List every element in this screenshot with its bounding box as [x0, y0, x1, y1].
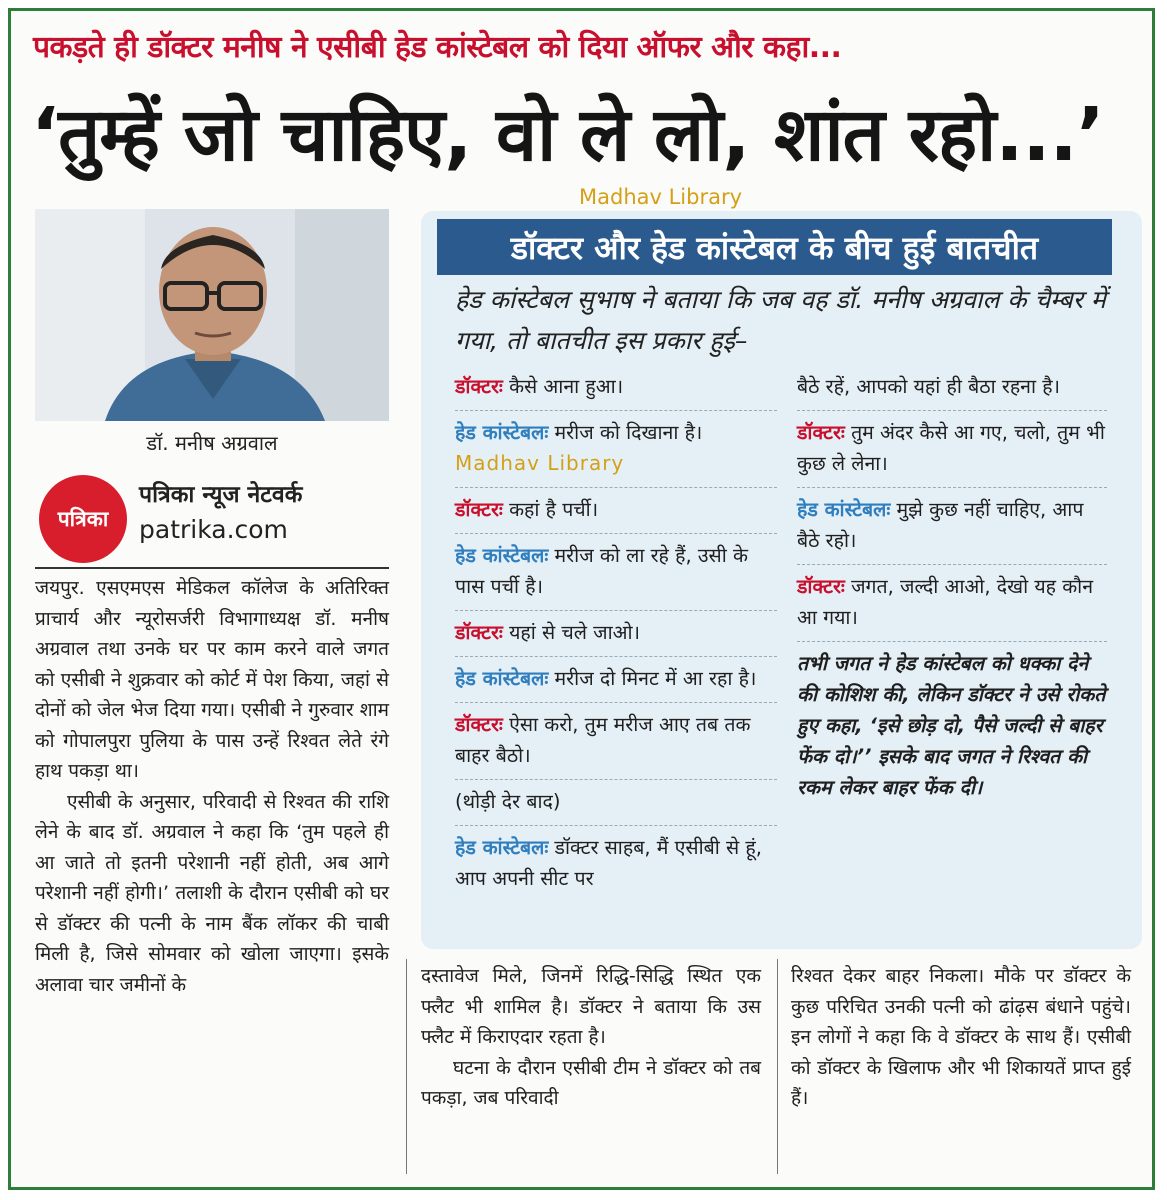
dialogue-line: कैसे आना हुआ। — [509, 375, 624, 398]
dialogue-turn — [797, 417, 1107, 488]
dialogue-line: मरीज को दिखाना है। — [554, 421, 703, 444]
dialogue-turn — [455, 617, 777, 657]
dialogue-line: मुझे कुछ नहीं चाहिए, आप बैठे रहो। — [797, 498, 1084, 552]
brand-name: पत्रिका न्यूज नेटवर्क — [139, 482, 303, 508]
dialogue-col-right — [797, 371, 1107, 817]
dialogue-line: मरीज दो मिनट में आ रहा है। — [554, 667, 757, 690]
dialogue-turn-continued: बैठे रहें, आपको यहां ही बैठा रहना है। — [797, 371, 1107, 411]
brand-divider — [35, 567, 389, 569]
speaker-head-constable: हेड कांस्टेबलः — [455, 836, 549, 859]
dialogue-turn — [797, 571, 1107, 642]
dialogue-line: कहां है पर्ची। — [509, 498, 599, 521]
dialogue-line: यहां से चले जाओ। — [509, 621, 641, 644]
dialogue-pause: (थोड़ी देर बाद) — [455, 786, 777, 826]
paragraph: रिश्वत देकर बाहर निकला। मौके पर डॉक्टर के कुछ परिचित उनकी पत्नी को ढांढ़स बंधाने पहुंचे। इन लोगों ने कहा कि वे डॉक्टर के साथ हैं। एसीबी को डॉक्टर के खिलाफ और भी शिकायतें प्राप्त हुई हैं। — [791, 965, 1131, 1109]
dialogue-turn — [455, 663, 777, 703]
watermark: Madhav Library — [579, 185, 743, 209]
brand-url: patrika.com — [139, 515, 288, 544]
paragraph: जयपुर. एसएमएस मेडिकल कॉलेज के अतिरिक्त प्राचार्य और न्यूरोसर्जरी विभागाध्यक्ष डॉ. मनीष अग्रवाल तथा उनके घर पर काम करने वाले जगत को एसीबी ने शुक्रवार को कोर्ट में पेश किया, जहां से दोनों को जेल भेज दिया गया। एसीबी ने गुरुवार शाम को गोपालपुरा पुलिया के पास उन्हें रिश्वत लेते रंगे हाथ पकड़ा था। — [35, 577, 389, 782]
column-divider — [406, 959, 407, 1174]
doctor-portrait-icon — [35, 209, 389, 421]
dialogue-line: जगत, जल्दी आओ, देखो यह कौन आ गया। — [797, 575, 1094, 629]
dialogue-turn — [455, 832, 777, 902]
dialogue-title: डॉक्टर और हेड कांस्टेबल के बीच हुई बातचीत — [437, 219, 1112, 275]
column-divider — [777, 959, 778, 1174]
dialogue-line: डॉक्टर साहब, मैं एसीबी से हूं, आप अपनी सीट पर — [455, 836, 762, 890]
speaker-doctor: डॉक्टरः — [455, 621, 503, 644]
doctor-photo — [35, 209, 389, 421]
brand-block — [35, 467, 389, 567]
speaker-doctor: डॉक्टरः — [455, 713, 503, 736]
photo-caption: डॉ. मनीष अग्रवाल — [146, 431, 278, 455]
paragraph: एसीबी के अनुसार, परिवादी से रिश्वत की राशि लेने के बाद डॉ. अग्रवाल ने कहा कि ‘तुम पहले ही आ जाते तो इतनी परेशानी नहीं होती, अब आगे परेशानी नहीं होगी।’ तलाशी के दौरान एसीबी को घर से डॉक्टर की पत्नी के नाम बैंक लॉकर की चाबी मिली है, जिसे सोमवार को खोला जाएगा। इसके अलावा चार जमीनों के — [35, 790, 389, 996]
dialogue-turn — [455, 417, 777, 488]
speaker-head-constable: हेड कांस्टेबलः — [455, 544, 549, 567]
dialogue-turn — [455, 371, 777, 411]
patrika-logo: पत्रिका — [39, 475, 127, 563]
dialogue-col-left — [455, 371, 777, 908]
dialogue-turn — [797, 494, 1107, 565]
speaker-doctor: डॉक्टरः — [797, 575, 845, 598]
article-frame — [8, 8, 1155, 1190]
article-body-col3 — [791, 961, 1131, 1114]
article-body-col2 — [421, 961, 761, 1114]
speaker-head-constable: हेड कांस्टेबलः — [797, 498, 891, 521]
dialogue-turn — [455, 540, 777, 611]
speaker-doctor: डॉक्टरः — [455, 498, 503, 521]
speaker-head-constable: हेड कांस्टेबलः — [455, 667, 549, 690]
dialogue-turn — [455, 709, 777, 780]
dialogue-line: तुम अंदर कैसे आ गए, चलो, तुम भी कुछ ले लेना। — [797, 421, 1105, 475]
watermark-inline: Madhav Library — [455, 451, 625, 475]
kicker-headline: पकड़ते ही डॉक्टर मनीष ने एसीबी हेड कांस्टेबल को दिया ऑफर और कहा... — [33, 30, 842, 65]
speaker-doctor: डॉक्टरः — [455, 375, 503, 398]
article-body-col1 — [35, 573, 389, 1000]
dialogue-intro: हेड कांस्टेबल सुभाष ने बताया कि जब वह डॉ. मनीष अग्रवाल के चैम्बर में गया, तो बातचीत इस प्रकार हुई– — [455, 285, 1106, 355]
paragraph: घटना के दौरान एसीबी टीम ने डॉक्टर को तब पकड़ा, जब परिवादी — [421, 1056, 761, 1109]
dialogue-turn — [455, 494, 777, 534]
dialogue-line: ऐसा करो, तुम मरीज आए तब तक बाहर बैठो। — [455, 713, 751, 767]
paragraph: दस्तावेज मिले, जिनमें रिद्धि-सिद्धि स्थित एक फ्लैट भी शामिल है। डॉक्टर ने बताया कि उस फ्लैट में किराएदार रहता है। — [421, 965, 761, 1048]
main-headline: ‘तुम्हें जो चाहिए, वो ले लो, शांत रहो...’ — [31, 92, 1104, 178]
speaker-doctor: डॉक्टरः — [797, 421, 845, 444]
dialogue-epilogue: तभी जगत ने हेड कांस्टेबल को धक्का देने की कोशिश की, लेकिन डॉक्टर ने उसे रोकते हुए कहा, ‘इसे छोड़ दो, पैसे जल्दी से बाहर फेंक दो।’’ इसके बाद जगत ने रिश्वत की रकम लेकर बाहर फेंक दी। — [797, 652, 1106, 799]
speaker-head-constable: हेड कांस्टेबलः — [455, 421, 549, 444]
dialogue-line: मरीज को ला रहे हैं, उसी के पास पर्ची है। — [455, 544, 748, 598]
